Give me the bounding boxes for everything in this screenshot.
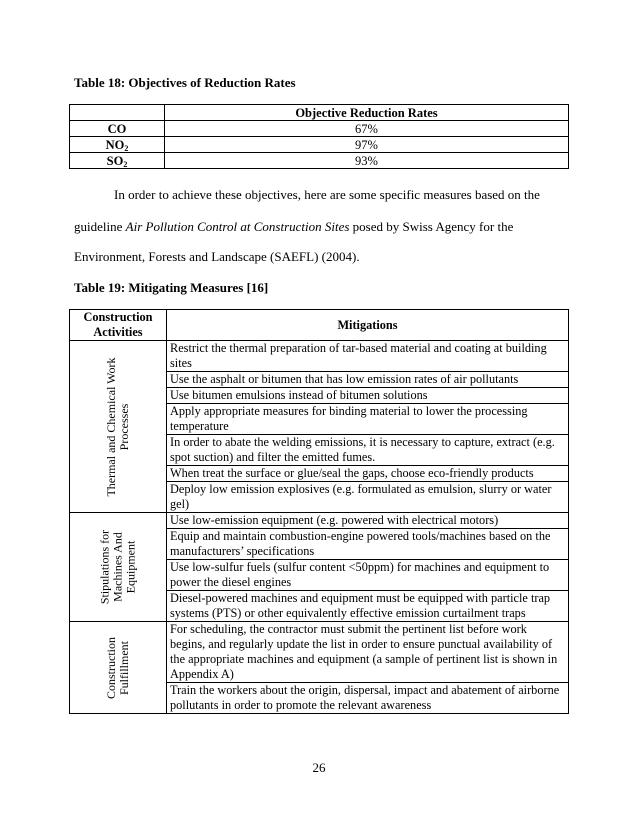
mitigation-item: In order to abate the welding emissions, it is necessary to capture, extract (e.g. spot suction) and filter the emitted fumes. <box>167 435 569 466</box>
paragraph-text: guideline <box>74 219 126 234</box>
table-row <box>70 341 569 372</box>
gas-name: CO <box>107 121 127 136</box>
table-row <box>70 137 569 153</box>
mitigation-item: Diesel-powered machines and equipment must be equipped with particle trap systems (PTS) or other equivalently effective emission curtailment traps <box>167 591 569 622</box>
table-row <box>70 513 569 529</box>
paragraph-line-1: In order to achieve these objectives, here are some specific measures based on the <box>114 187 540 202</box>
activity-label-line: Equipment <box>123 540 138 594</box>
table-header-row <box>70 105 569 121</box>
paragraph-text: posed by Swiss Agency for the <box>349 219 514 234</box>
mitigation-item: Use the asphalt or bitumen that has low emission rates of air pollutants <box>167 372 569 388</box>
activity-label <box>99 530 138 604</box>
page-number: 26 <box>312 760 326 775</box>
activity-label-line: Fulfillment <box>117 640 131 695</box>
mitigating-measures-table <box>69 309 569 714</box>
rate-cell: 97% <box>165 137 569 153</box>
mitigations-header: Mitigations <box>167 310 569 341</box>
gas-cell <box>70 137 165 153</box>
gas-subscript: 2 <box>123 159 128 169</box>
activity-label-line: Thermal and Chemical Work <box>104 356 118 497</box>
mitigation-item: Apply appropriate measures for binding material to lower the processing temperature <box>167 404 569 435</box>
mitigation-item: Restrict the thermal preparation of tar-based material and coating at building sites <box>167 341 569 372</box>
activity-label <box>105 357 131 496</box>
activity-cell-fulfillment <box>70 622 167 714</box>
activity-label-line: Stipulations for <box>97 529 112 605</box>
gas-name: SO <box>106 153 124 168</box>
table-18-caption: Table 18: Objectives of Reduction Rates <box>74 75 296 90</box>
table-19-caption: Table 19: Mitigating Measures [16] <box>74 280 269 295</box>
mitigation-item: Train the workers about the origin, dispersal, impact and abatement of airborne pollutants in order to promote the relevant awareness <box>167 683 569 714</box>
paragraph-line-3: Environment, Forests and Landscape (SAEFL) (2004). <box>74 249 360 264</box>
gas-cell <box>70 153 165 169</box>
table-header-row <box>70 310 569 341</box>
paragraph-line-2 <box>74 220 564 234</box>
mitigation-item: When treat the surface or glue/seal the gaps, choose eco-friendly products <box>167 466 569 482</box>
activity-label-line: Construction <box>104 636 118 699</box>
table-row <box>70 153 569 169</box>
mitigation-item: Equip and maintain combustion-engine powered tools/machines based on the manufacturers’ specifications <box>167 529 569 560</box>
table-row <box>70 121 569 137</box>
rate-cell: 93% <box>165 153 569 169</box>
objective-rates-header: Objective Reduction Rates <box>165 105 569 121</box>
header-empty-cell <box>70 105 165 121</box>
mitigation-item: Use bitumen emulsions instead of bitumen solutions <box>167 388 569 404</box>
activity-label-line: Processes <box>117 403 131 450</box>
construction-activities-header: Construction Activities <box>70 310 167 341</box>
activity-cell-machines <box>70 513 167 622</box>
activity-label-line: Machines And <box>110 532 125 602</box>
gas-subscript: 2 <box>124 143 129 153</box>
reduction-rates-table <box>69 104 569 169</box>
rate-cell: 67% <box>165 121 569 137</box>
mitigation-item: Use low-emission equipment (e.g. powered with electrical motors) <box>167 513 569 529</box>
guideline-title: Air Pollution Control at Construction Sites <box>125 219 350 234</box>
mitigation-item: Use low-sulfur fuels (sulfur content <50ppm) for machines and equipment to power the diesel engines <box>167 560 569 591</box>
mitigation-item: For scheduling, the contractor must submit the pertinent list before work begins, and regularly update the list in order to ensure punctual availability of the appropriate machines and equipment (a sample of pertinent list is shown in Appendix A) <box>167 622 569 683</box>
gas-cell <box>70 121 165 137</box>
activity-label <box>105 637 131 699</box>
gas-name: NO <box>105 137 125 152</box>
table-row <box>70 622 569 683</box>
mitigation-item: Deploy low emission explosives (e.g. formulated as emulsion, slurry or water gel) <box>167 482 569 513</box>
activity-cell-thermal <box>70 341 167 513</box>
